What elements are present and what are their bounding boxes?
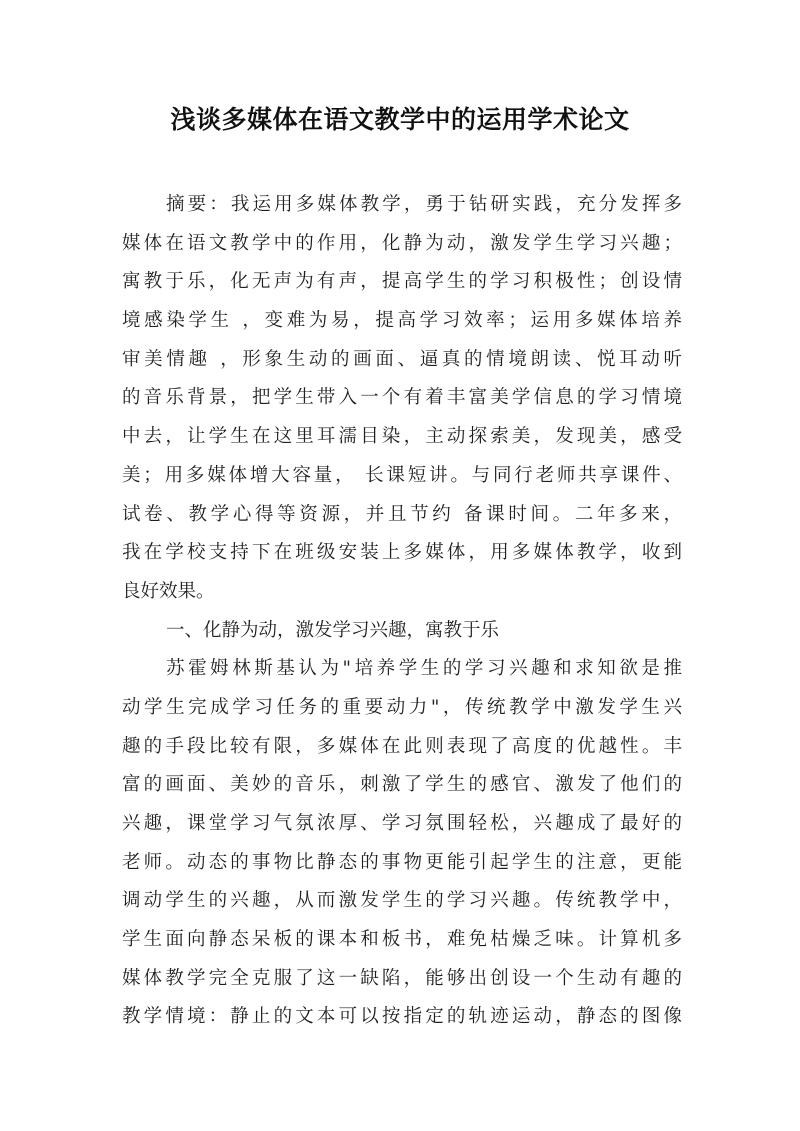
abstract-line: 境感染学生 ，变难为易，提高学习效率；运用多媒体培养 bbox=[122, 310, 682, 332]
paragraph-line: 苏霍姆林斯基认为"培养学生的学习兴趣和求知欲是推 bbox=[166, 658, 682, 680]
abstract-line: 的音乐背景，把学生带入一个有着丰富美学信息的学习情境 bbox=[122, 387, 682, 409]
abstract-line: 我在学校支持下在班级安装上多媒体，用多媒体教学，收到 bbox=[122, 542, 682, 564]
section-heading: 一、化静为动，激发学习兴趣，寓教于乐 bbox=[166, 619, 500, 641]
abstract-line: 试卷、教学心得等资源，并且节约 备课时间。二年多来， bbox=[122, 503, 682, 525]
document-body bbox=[122, 186, 682, 1037]
abstract-line: 媒体在语文教学中的作用，化静为动，激发学生学习兴趣； bbox=[122, 232, 682, 254]
paragraph-line: 学生面向静态呆板的课本和板书，难免枯燥乏味。计算机多 bbox=[122, 929, 682, 951]
paragraph-line: 媒体教学完全克服了这一缺陷，能够出创设一个生动有趣的 bbox=[122, 967, 682, 989]
abstract-line: 寓教于乐，化无声为有声，提高学生的学习积极性；创设情 bbox=[122, 271, 682, 293]
abstract-line: 审美情趣 ，形象生动的画面、逼真的情境朗读、悦耳动听 bbox=[122, 348, 682, 370]
abstract-line: 中去，让学生在这里耳濡目染，主动探索美，发现美，感受 bbox=[122, 426, 682, 448]
document-title: 浅谈多媒体在语文教学中的运用学术论文 bbox=[170, 105, 630, 134]
abstract-line: 美；用多媒体增大容量， 长课短讲。与同行老师共享课件、 bbox=[122, 464, 682, 486]
paragraph-line: 趣的手段比较有限，多媒体在此则表现了高度的优越性。丰 bbox=[122, 735, 682, 757]
paragraph-line: 富的画面、美妙的音乐，刺激了学生的感官、激发了他们的 bbox=[122, 774, 682, 796]
paragraph-line: 调动学生的兴趣，从而激发学生的学习兴趣。传统教学中， bbox=[122, 890, 682, 912]
paragraph-line: 老师。动态的事物比静态的事物更能引起学生的注意，更能 bbox=[122, 851, 682, 873]
paragraph-line: 动学生完成学习任务的重要动力"，传统教学中激发学生兴 bbox=[122, 696, 682, 718]
paragraph-line: 兴趣，课堂学习气氛浓厚、学习氛围轻松，兴趣成了最好的 bbox=[122, 813, 682, 834]
abstract-line: 良好效果。 bbox=[122, 580, 215, 602]
abstract-line: 摘要：我运用多媒体教学，勇于钻研实践，充分发挥多 bbox=[166, 194, 682, 215]
paragraph-line: 教学情境：静止的文本可以按指定的轨迹运动，静态的图像 bbox=[122, 1006, 682, 1028]
